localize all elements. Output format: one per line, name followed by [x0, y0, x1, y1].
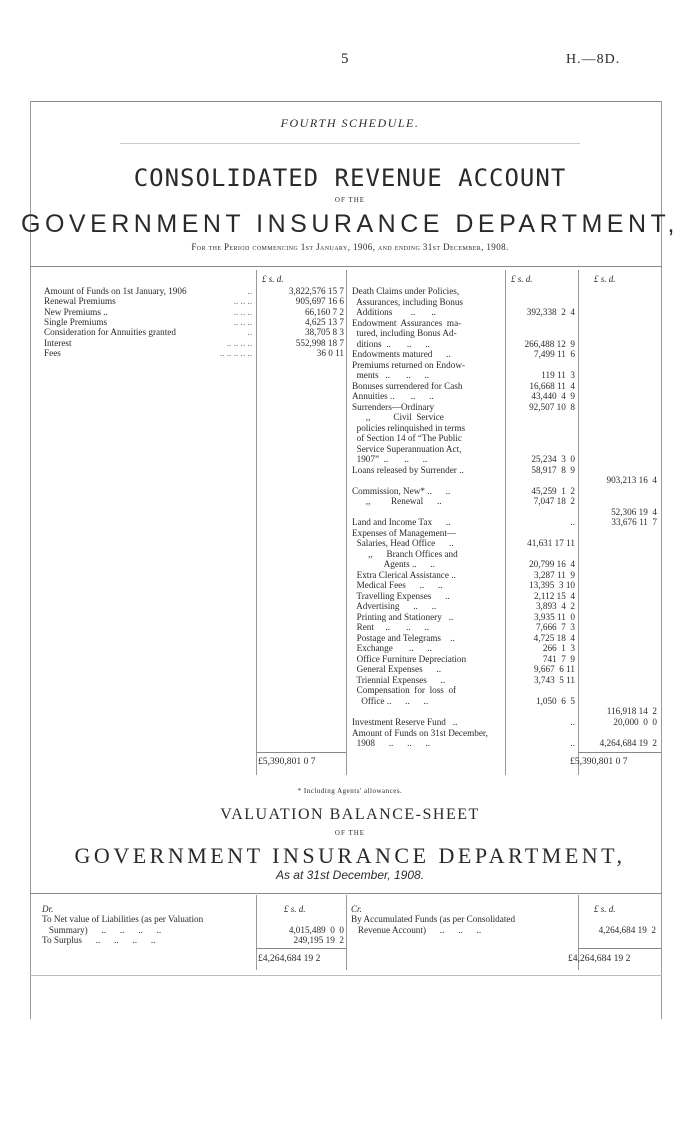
valuation-right-total-rule: [578, 948, 661, 949]
valuation-divider-left: [256, 895, 257, 970]
income-label: Renewal Premiums: [44, 296, 116, 307]
income-amount: 552,998 18 7: [295, 337, 344, 348]
expenditure-amount: 1,050 6 5: [535, 695, 575, 706]
expenditure-label: Office .. .. ..: [352, 695, 429, 706]
expenditure-col1-header: £ s. d.: [511, 274, 533, 284]
expenditure-label: Rent .. .. ..: [352, 622, 430, 632]
expenditure-amount: 3,935 11 0: [533, 611, 575, 622]
schedule-rule: [120, 143, 580, 144]
revenue-period: For the Period commencing 1st January, 1906, and ending 31st December, 1908.: [191, 242, 509, 252]
expenditure-label: ,, Civil Service: [352, 412, 444, 422]
expenditure-subtotal: 52,306 19 4: [611, 506, 657, 517]
revenue-divider-center: [346, 270, 347, 775]
income-label: Consideration for Annuities granted: [44, 327, 176, 338]
expenditure-label: Bonuses surrendered for Cash: [352, 380, 463, 391]
expenditure-amount: 7,047 18 2: [533, 496, 575, 506]
revenue-divider-left: [256, 270, 257, 775]
expenditure-amount: 45,259 1 2: [531, 485, 575, 496]
expenditure-label: Office Furniture Depreciation: [352, 653, 467, 664]
expenditure-label: Additions .. ..: [352, 307, 436, 317]
liability-label: To Surplus .. .. .. ..: [42, 935, 156, 945]
expenditure-label: Land and Income Tax ..: [352, 517, 451, 527]
revenue-of-the: OF THE: [334, 196, 366, 204]
expenditure-amount: 16,668 11 4: [529, 380, 575, 391]
expenditure-amount: 2,112 15 4: [533, 590, 575, 601]
expenditure-subtotal: 20,000 0 0: [613, 717, 657, 727]
expenditure-label: Surrenders—Ordinary: [352, 401, 435, 412]
income-col-header: £ s. d.: [262, 274, 284, 284]
expenditure-label: Loans released by Surrender ..: [352, 464, 464, 475]
income-label: Amount of Funds on 1st January, 1906: [44, 286, 187, 296]
expenditure-col2-header: £ s. d.: [594, 274, 616, 284]
expenditure-amount: 266,488 12 9: [524, 338, 575, 349]
expenditure-label: Salaries, Head Office ..: [352, 538, 454, 548]
income-amount: 36 0 11: [316, 347, 344, 358]
expenditure-amount: 3,893 4 2: [535, 601, 575, 611]
expenditure-amount: 266 1 3: [542, 643, 575, 653]
income-leader: .. .. ..: [233, 316, 252, 327]
expenditure-amount: 3,287 11 9: [533, 569, 575, 580]
expenditure-amount: 741 7 9: [542, 653, 575, 664]
expenditure-subtotal: 4,264,684 19 2: [599, 738, 657, 748]
right-total-rule: [578, 752, 661, 753]
valuation-department: GOVERNMENT INSURANCE DEPARTMENT,: [74, 843, 626, 868]
expenditure-label: 1908 .. .. ..: [352, 738, 431, 748]
expenditure-amount: 13,395 3 10: [529, 580, 575, 590]
income-leader: ..: [247, 327, 252, 338]
income-amount: 38,705 8 3: [304, 327, 344, 338]
liability-amount: 249,195 19 2: [293, 935, 344, 945]
income-amount: 4,625 13 7: [304, 316, 344, 327]
valuation-title: VALUATION BALANCE-SHEET: [220, 806, 480, 823]
expenditure-amount: 7,499 11 6: [533, 349, 575, 359]
income-amount: 905,697 16 6: [295, 296, 344, 307]
expenditure-label: Premiums returned on Endow-: [352, 359, 466, 370]
valuation-date: As at 31st December, 1908.: [275, 868, 425, 882]
income-amount: 3,822,576 15 7: [288, 286, 344, 296]
expenditure-label: Service Superannuation Act,: [352, 443, 462, 454]
liabilities-total: £4,264,684 19 2: [258, 953, 321, 964]
schedule-title: FOURTH SCHEDULE.: [280, 116, 420, 130]
expenditure-amount: 43,440 4 9: [531, 391, 575, 401]
expenditure-amount: 4,725 18 4: [533, 632, 575, 643]
expenditure-label: Medical Fees .. ..: [352, 580, 443, 590]
expenditure-label: Endowment Assurances ma-: [352, 317, 462, 328]
income-label: New Premiums ..: [44, 306, 108, 317]
footnote: * Including Agents' allowances.: [297, 787, 403, 795]
expenditure-label: Travelling Expenses ..: [352, 590, 450, 601]
expenditure-label: Endowments matured ..: [352, 349, 451, 359]
income-leader: .. .. .. ..: [226, 337, 252, 348]
valuation-bottom-rule: [30, 975, 662, 976]
expenditure-label: tured, including Bonus Ad-: [352, 328, 457, 338]
expenditure-amount: 9,667 6 11: [533, 664, 575, 674]
expenditure-label: Extra Clerical Assistance ..: [352, 569, 456, 580]
valuation-divider-center: [346, 895, 347, 970]
expenditure-label: Expenses of Management—: [352, 527, 457, 538]
cr-label: Cr.: [351, 904, 362, 914]
expenditure-total: £5,390,801 0 7: [570, 756, 628, 767]
dr-label: Dr.: [42, 904, 54, 914]
document-reference: H.—8D.: [566, 52, 621, 67]
income-leader: .. .. ..: [233, 306, 252, 317]
expenditure-amount: 119 11 3: [541, 370, 575, 380]
expenditure-subtotal: 903,213 16 4: [606, 475, 657, 485]
expenditure-label: Printing and Stationery ..: [352, 611, 454, 622]
expenditure-subtotal: 33,676 11 7: [611, 517, 657, 527]
expenditure-amount: 92,507 10 8: [529, 401, 575, 412]
expenditure-subtotal: 116,918 14 2: [606, 706, 657, 716]
income-label: Interest: [44, 337, 72, 348]
income-amount: 66,160 7 2: [304, 306, 344, 317]
valuation-top-rule: [30, 893, 662, 894]
expenditure-label: ,, Renewal ..: [352, 496, 442, 506]
expenditure-label: policies relinquished in terms: [352, 422, 466, 433]
expenditure-label: General Expenses ..: [352, 664, 442, 674]
expenditure-label: of Section 14 of “The Public: [352, 433, 462, 443]
income-leader: ..: [247, 286, 252, 296]
income-total: £5,390,801 0 7: [258, 756, 316, 767]
expenditure-label: Investment Reserve Fund ..: [352, 717, 458, 727]
income-leader: .. .. .. .. ..: [219, 347, 252, 358]
expenditure-label: ments .. .. ..: [352, 370, 430, 380]
dr-col-header: £ s. d.: [284, 904, 306, 914]
expenditure-label: Exchange .. ..: [352, 643, 432, 653]
liability-label: Summary) .. .. .. ..: [42, 924, 162, 935]
expenditure-amount: 392,338 2 4: [526, 307, 575, 317]
liability-amount: 4,015,489 0 0: [288, 924, 344, 935]
asset-amount: 4,264,684 19 2: [598, 924, 656, 935]
cr-col-header: £ s. d.: [594, 904, 616, 914]
expenditure-label: Agents .. ..: [352, 559, 435, 569]
valuation-left-total-rule: [256, 948, 346, 949]
revenue-top-rule: [30, 266, 662, 267]
expenditure-amount: 25,234 3 0: [531, 454, 575, 464]
expenditure-label: Triennial Expenses ..: [352, 674, 446, 685]
expenditure-amount: ..: [570, 517, 575, 527]
expenditure-label: ,, Branch Offices and: [352, 548, 458, 559]
expenditure-label: Commission, New* .. ..: [352, 485, 451, 496]
expenditure-label: ditions .. .. ..: [352, 338, 430, 349]
asset-label: By Accumulated Funds (as per Consolidated: [351, 914, 516, 924]
income-label: Fees: [44, 347, 61, 358]
expenditure-label: Assurances, including Bonus: [352, 296, 464, 307]
assets-total: £4,264,684 19 2: [568, 953, 631, 964]
income-leader: .. .. ..: [233, 296, 252, 307]
expenditure-amount: 58,917 8 9: [531, 464, 575, 475]
income-label: Single Premiums: [44, 316, 108, 327]
liability-label: To Net value of Liabilities (as per Valuation: [42, 914, 204, 924]
revenue-department: GOVERNMENT INSURANCE DEPARTMENT,: [21, 210, 679, 238]
valuation-of-the: OF THE: [334, 829, 366, 837]
expenditure-amount: ..: [570, 717, 575, 727]
left-total-rule: [256, 752, 346, 753]
expenditure-label: Advertising .. ..: [352, 601, 437, 611]
expenditure-amount: 41,631 17 11: [527, 538, 575, 548]
expenditure-label: Death Claims under Policies,: [352, 286, 460, 296]
revenue-title: CONSOLIDATED REVENUE ACCOUNT: [133, 164, 567, 192]
frame-top-rule: [30, 101, 662, 102]
expenditure-amount: 20,799 16 4: [529, 559, 575, 569]
expenditure-label: Annuities .. .. ..: [352, 391, 434, 401]
expenditure-amount: 3,743 5 11: [533, 674, 575, 685]
expenditure-label: Postage and Telegrams ..: [352, 632, 455, 643]
expenditure-label: Amount of Funds on 31st December,: [352, 727, 488, 738]
expenditure-label: Compensation for loss of: [352, 685, 457, 695]
expenditure-amount: 7,666 7 3: [535, 622, 575, 632]
expenditure-amount: ..: [570, 738, 575, 748]
page-number: 5: [341, 51, 349, 67]
asset-label: Revenue Account) .. .. ..: [351, 924, 482, 935]
expenditure-label: 1907” .. .. ..: [352, 454, 428, 464]
